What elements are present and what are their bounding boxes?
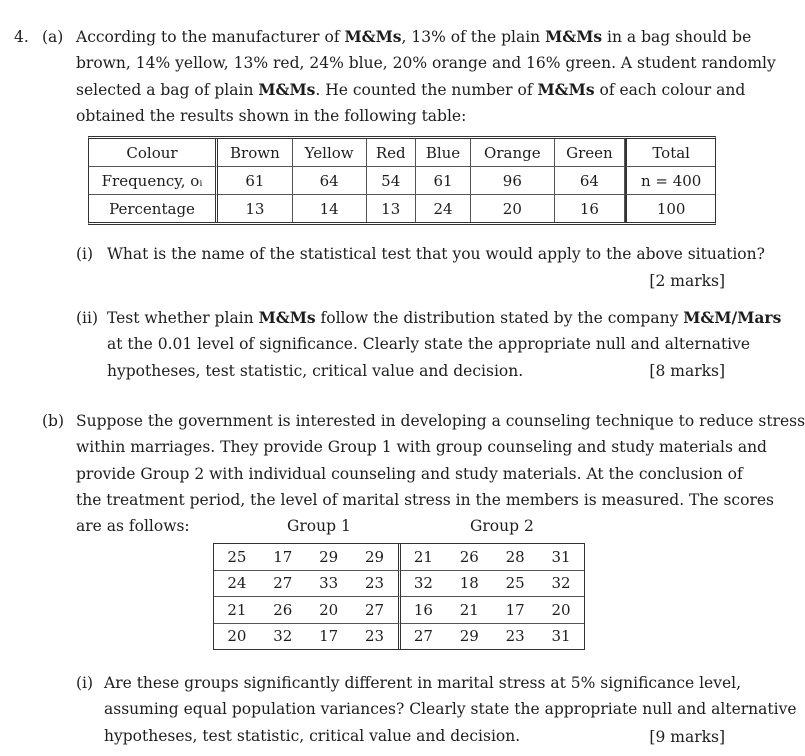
part-a-i-text: What is the name of the statistical test that you would apply to the above situation?: [107, 245, 765, 263]
part-a-label: (a): [42, 28, 64, 46]
table-cell: 24: [416, 195, 471, 222]
table-cell: Yellow: [293, 139, 367, 167]
group2-score-cell: 25: [492, 571, 538, 598]
part-a-intro-line: [76, 103, 776, 129]
text-segment: within marriages. They provide Group 1 with group counseling and study materials and: [76, 438, 767, 457]
table-header-row: [89, 139, 715, 167]
question-number: 4.: [14, 28, 29, 46]
group2-score-cell: 27: [413, 627, 433, 646]
part-a-i-label: (i): [76, 245, 94, 263]
group2-score-cell: 32: [538, 571, 584, 598]
table-cell: Green: [555, 139, 626, 167]
group1-score-cell: 29: [352, 544, 401, 571]
text-segment: selected a bag of plain: [76, 80, 259, 99]
part-a-intro-line: [76, 24, 776, 50]
text-segment: Test whether plain: [107, 309, 259, 327]
group1-score-cell: 27: [352, 597, 401, 624]
row-header-cell: Frequency, oᵢ: [89, 167, 218, 195]
text-segment: Are these groups significantly different in marital stress at 5% significance level,: [104, 674, 742, 692]
part-a-ii-line: [107, 331, 781, 357]
bold-term: M&Ms: [537, 79, 595, 99]
marital-stress-scores-table: [213, 543, 585, 650]
group2-score-cell: 31: [551, 627, 571, 646]
group2-score-cell: 28: [492, 544, 538, 571]
group1-score-cell: 17: [319, 627, 339, 646]
part-a-ii-line: [107, 305, 781, 331]
table-cell: Brown: [218, 139, 293, 167]
table-cell: 64: [555, 167, 626, 195]
part-b-intro-line: [76, 461, 805, 487]
bold-term: M&Ms: [545, 27, 603, 46]
text-segment: at the 0.01 level of significance. Clearly state the appropriate null and alternative: [107, 335, 751, 354]
text-segment: According to the manufacturer of: [76, 28, 345, 46]
part-b-i-marks: [9 marks]: [649, 728, 725, 746]
group2-score-cell: 29: [459, 627, 479, 646]
table-row: [89, 167, 715, 195]
group1-score-cell: 17: [260, 544, 306, 571]
text-segment: obtained the results shown in the following table:: [76, 107, 467, 126]
row-header-cell: Percentage: [89, 195, 218, 222]
table-cell: Orange: [471, 139, 554, 167]
text-segment: assuming equal population variances? Clearly state the appropriate null and alternative: [104, 700, 797, 719]
table-cell: Total: [625, 139, 715, 167]
group2-score-cell: 17: [492, 597, 538, 624]
mms-colour-table: [88, 136, 716, 225]
group2-score-cell: 18: [446, 571, 492, 598]
text-segment: in a bag should be: [602, 28, 752, 46]
part-b-i-label: (i): [76, 674, 94, 692]
group2-score-cell: 26: [446, 544, 492, 571]
part-b-i-line: [104, 696, 797, 722]
part-b-i-line: [104, 670, 797, 696]
text-segment: the treatment period, the level of marital stress in the members is measured. The scores: [76, 491, 774, 510]
text-segment: , 13% of the plain: [401, 28, 546, 46]
text-segment: follow the distribution stated by the company: [315, 309, 684, 327]
table-cell: 61: [416, 167, 471, 195]
group2-score-cell: 21: [401, 544, 447, 571]
group1-score-cell: 26: [260, 597, 306, 624]
part-a-i-marks: [2 marks]: [649, 272, 725, 290]
group1-score-cell: 29: [306, 544, 352, 571]
text-segment: hypotheses, test statistic, critical value and decision.: [104, 726, 521, 745]
table-row: [214, 571, 584, 598]
table-cell: n = 400: [625, 167, 715, 195]
group2-score-cell: 31: [538, 544, 584, 571]
group2-score-cell: 21: [446, 597, 492, 624]
bold-term: M&Ms: [258, 79, 316, 99]
group1-score-cell: 20: [227, 627, 247, 646]
table-cell: 13: [367, 195, 416, 222]
group1-score-cell: 21: [214, 597, 260, 624]
bold-term: M&M/Mars: [683, 308, 782, 327]
table-cell: 14: [293, 195, 367, 222]
group1-score-cell: 25: [214, 544, 260, 571]
part-b-intro: [76, 408, 805, 540]
group1-score-cell: 20: [306, 597, 352, 624]
table-cell: 64: [293, 167, 367, 195]
table-cell: 96: [471, 167, 554, 195]
part-b-intro-line: [76, 408, 805, 434]
text-segment: Suppose the government is interested in developing a counseling technique to reduce stress: [76, 412, 805, 430]
group1-score-cell: 33: [306, 571, 352, 598]
table-row: [89, 195, 715, 222]
group1-score-cell: 24: [214, 571, 260, 598]
table-cell: 61: [218, 167, 293, 195]
group1-label: Group 1: [287, 517, 351, 535]
group1-score-cell: 32: [273, 627, 293, 646]
text-segment: brown, 14% yellow, 13% red, 24% blue, 20% orange and 16% green. A student randomly: [76, 54, 776, 73]
table-cell: Red: [367, 139, 416, 167]
text-segment: . He counted the number of: [315, 80, 538, 99]
bold-term: M&Ms: [258, 308, 316, 327]
part-a-intro-line: [76, 50, 776, 76]
text-segment: provide Group 2 with individual counseling and study materials. At the conclusion of: [76, 464, 743, 483]
group1-score-cell: 23: [352, 571, 401, 598]
part-b-label: (b): [42, 412, 65, 430]
part-a-ii-marks: [8 marks]: [649, 362, 725, 380]
table-cell: 16: [555, 195, 626, 222]
group2-label: Group 2: [470, 517, 534, 535]
group2-score-cell: 32: [401, 571, 447, 598]
part-a-intro-line: [76, 77, 776, 103]
table-cell: 100: [625, 195, 715, 222]
part-b-intro-line: [76, 487, 805, 513]
row-header-cell: Colour: [89, 139, 218, 167]
part-a-intro: [76, 24, 776, 129]
group1-score-cell: 27: [260, 571, 306, 598]
table-row: [214, 597, 584, 624]
table-row: [214, 544, 584, 571]
table-row: [214, 624, 584, 650]
part-b-intro-line: [76, 513, 805, 539]
text-segment: hypotheses, test statistic, critical value and decision.: [107, 361, 524, 380]
group2-score-cell: 23: [505, 627, 525, 646]
bold-term: M&Ms: [344, 27, 402, 46]
table-cell: 54: [367, 167, 416, 195]
table-cell: 13: [218, 195, 293, 222]
group1-score-cell: 23: [352, 624, 401, 650]
group2-score-cell: 20: [538, 597, 584, 624]
group2-score-cell: 16: [401, 597, 447, 624]
text-segment: are as follows:: [76, 517, 190, 536]
part-a-ii-label: (ii): [76, 309, 99, 327]
text-segment: of each colour and: [594, 80, 746, 99]
table-cell: 20: [471, 195, 554, 222]
part-b-intro-line: [76, 434, 805, 460]
table-cell: Blue: [416, 139, 471, 167]
